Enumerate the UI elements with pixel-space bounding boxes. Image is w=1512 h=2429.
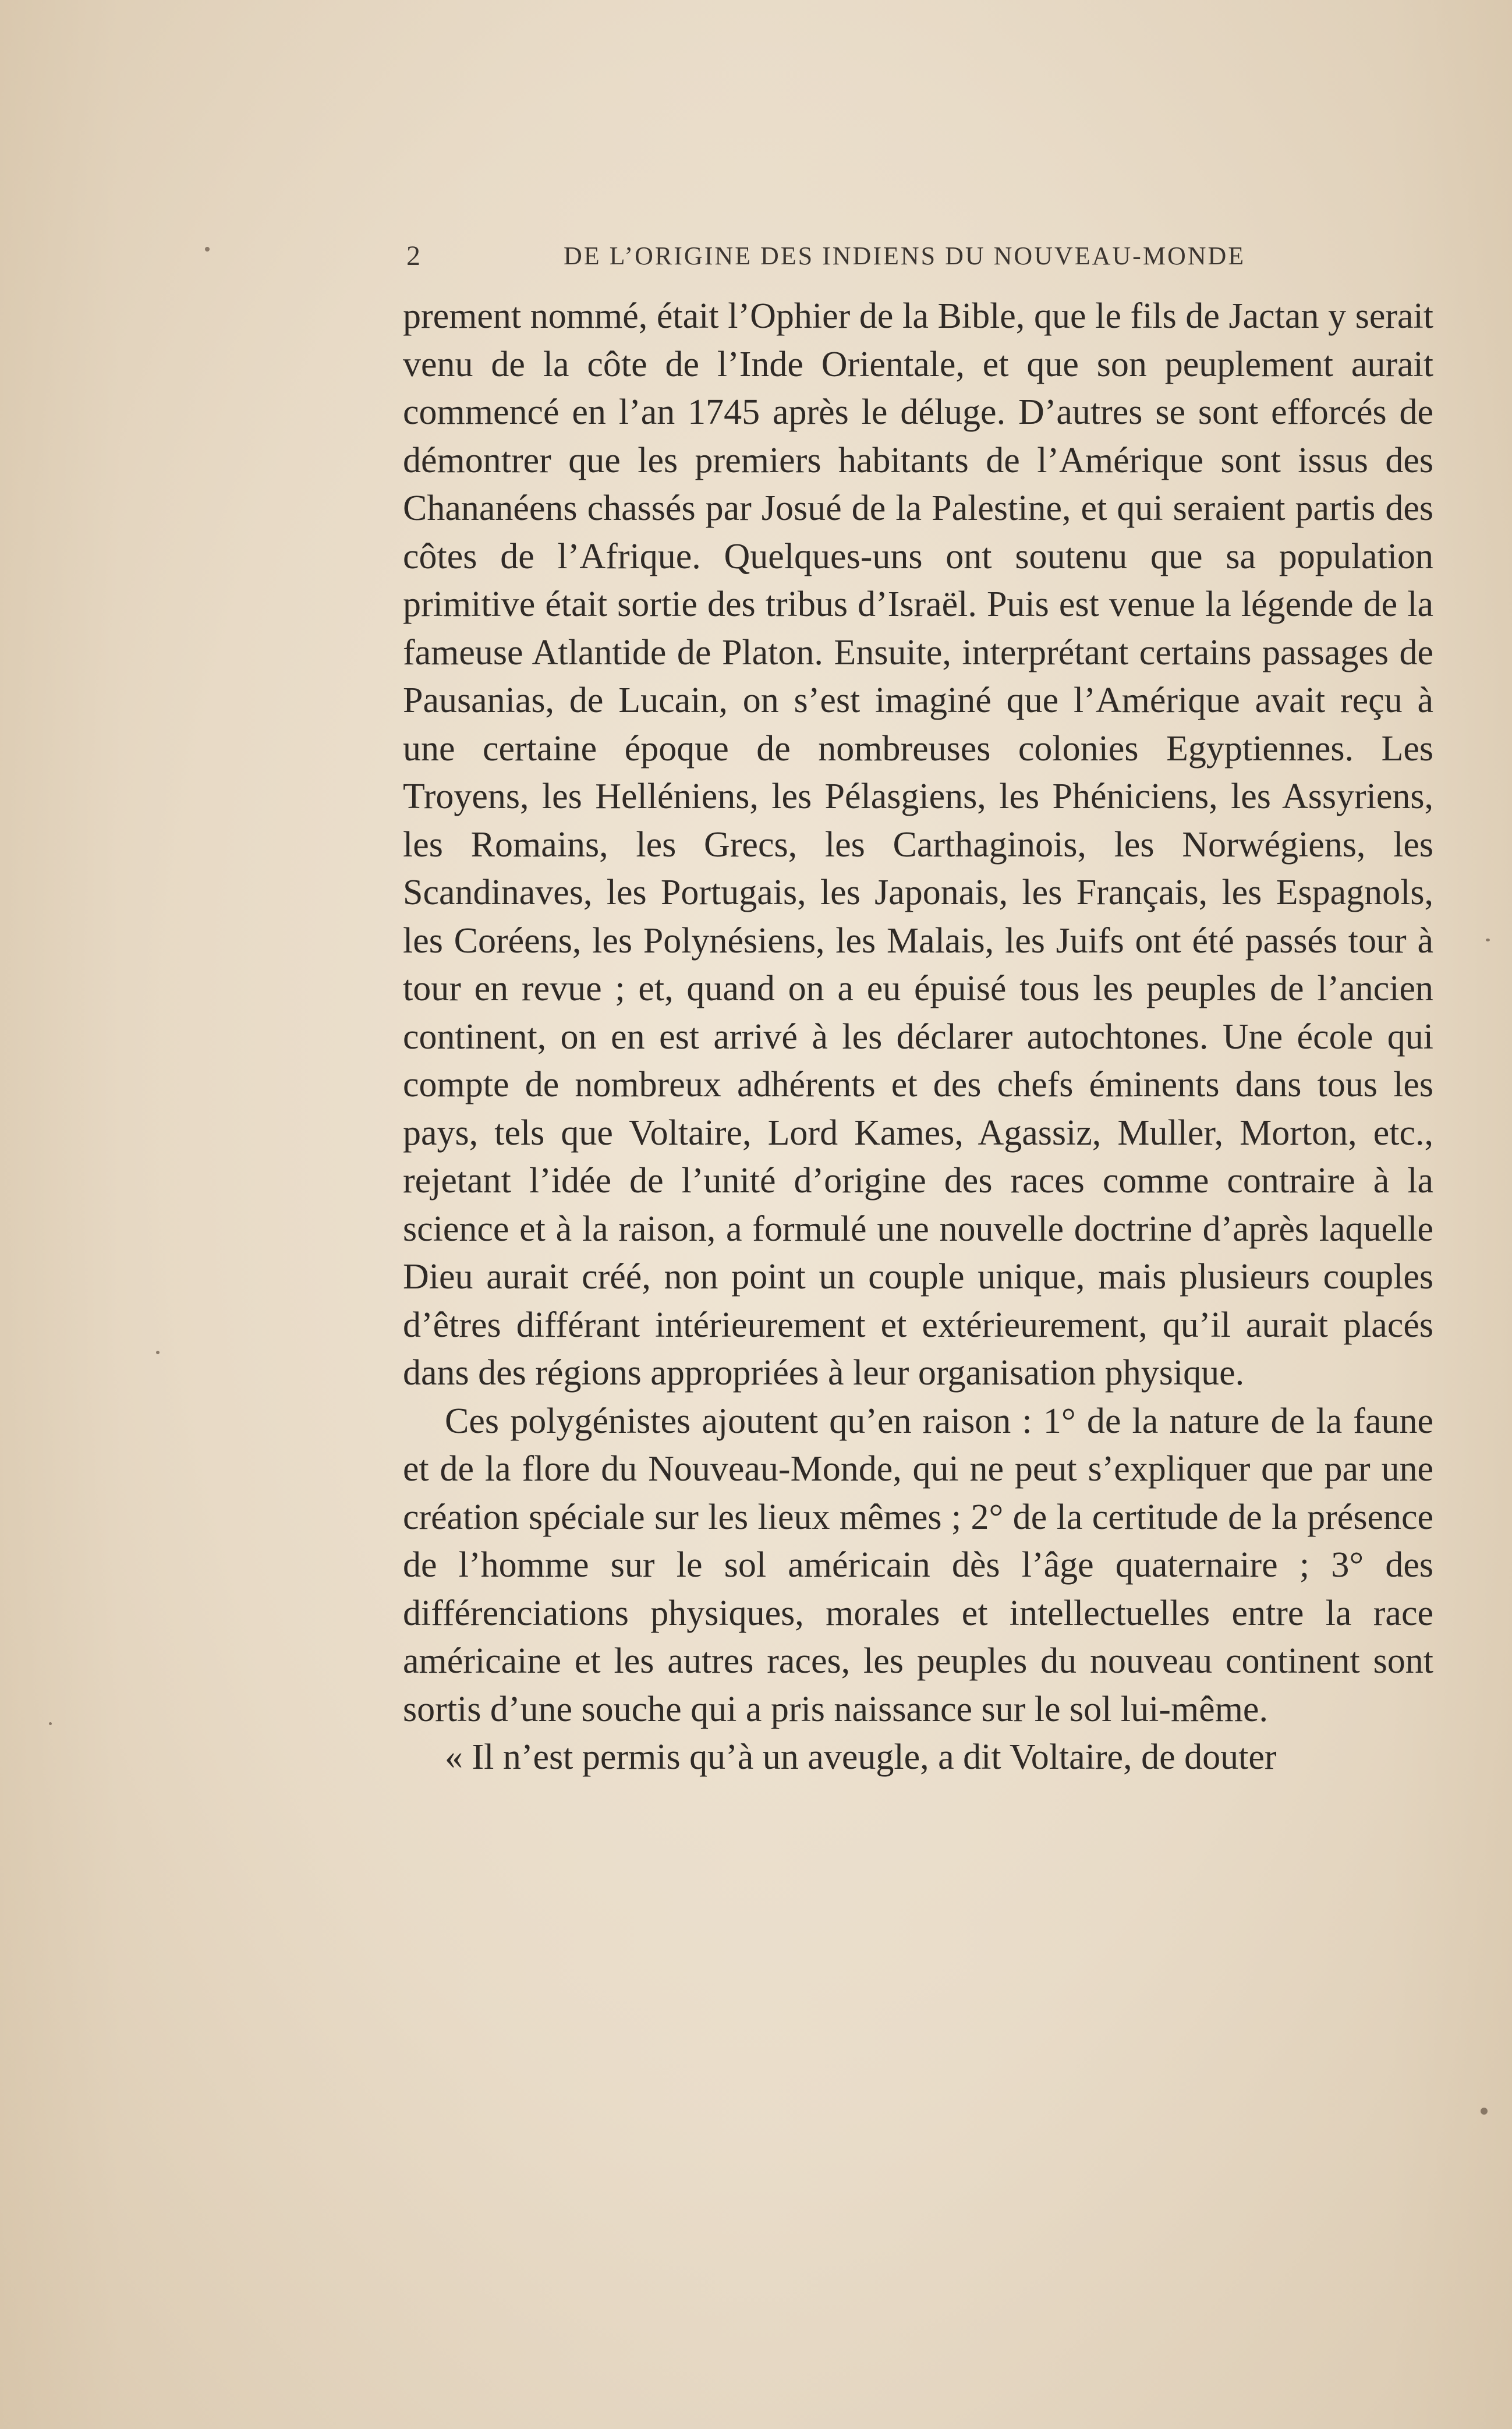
paper-speck xyxy=(1486,939,1490,941)
paragraph-continuation: prement nommé, était l’Ophier de la Bible, que le fils de Jactan y serait venu de la côte de l’Inde Orientale, et que son peuplement aurait commencé en l’an 1745 après le déluge. D’autres se sont efforcés de démontrer que les premiers habitants de l’Amérique sont issus des Chananéens chassés par Josué de la Palestine, et qui seraient partis des côtes de l’Afrique. Quelques-uns ont soutenu que sa population primitive était sortie des tribus d’Israël. Puis est venue la légende de la fameuse Atlantide de Platon. Ensuite, interprétant certains passages de Pausanias, de Lucain, on s’est imaginé que l’Amérique avait reçu à une certaine époque de nombreuses colonies Egyptiennes. Les Troyens, les Helléniens, les Pélasgiens, les Phéniciens, les Assyriens, les Romains, les Grecs, les Carthaginois, les Norwégiens, les Scandinaves, les Portugais, les Japonais, les Français, les Espagnols, les Coréens, les Polynésiens, les Malais, les Juifs ont été passés tour à tour en revue ; et, quand on a eu épuisé tous les peuples de l’ancien continent, on en est arrivé à les déclarer autochtones. Une école qui compte de nombreux adhérents et des chefs éminents dans tous les pays, tels que Voltaire, Lord Kames, Agassiz, Muller, Morton, etc., rejetant l’idée de l’unité d’origine des races comme contraire à la science et à la raison, a formulé une nouvelle doctrine d’après laquelle Dieu aurait créé, non point un couple unique, mais plusieurs couples d’êtres différant intérieurement et extérieurement, qu’il aurait placés dans des régions appropriées à leur organisation physique. xyxy=(403,296,1433,1393)
running-head xyxy=(406,233,1297,279)
paragraph-polygenistes: Ces polygénistes ajoutent qu’en raison : 1° de la nature de la faune et de la flore du Nouveau-Monde, qui ne peut s’expliquer que par une création spéciale sur les lieux mêmes ; 2° de la certitude de la présence de l’homme sur le sol américain dès l’âge quaternaire ; 3° des différenciations physiques, morales et intellectuelles entre la race américaine et les autres races, les peuples du nouveau continent sont sortis d’une souche qui a pris naissance sur le sol lui-même. xyxy=(403,1401,1433,1729)
page-number: 2 xyxy=(406,240,420,271)
paragraph-voltaire-quote: « Il n’est permis qu’à un aveugle, a dit Voltaire, de douter xyxy=(445,1737,1277,1777)
paper-speck xyxy=(156,1351,160,1354)
running-title: DE L’ORIGINE DES INDIENS DU NOUVEAU-MONDE xyxy=(564,242,1246,270)
paper-speck xyxy=(49,1722,52,1725)
paper-speck xyxy=(205,247,210,252)
body-text xyxy=(403,292,1433,1782)
paper-speck xyxy=(1481,2108,1488,2115)
